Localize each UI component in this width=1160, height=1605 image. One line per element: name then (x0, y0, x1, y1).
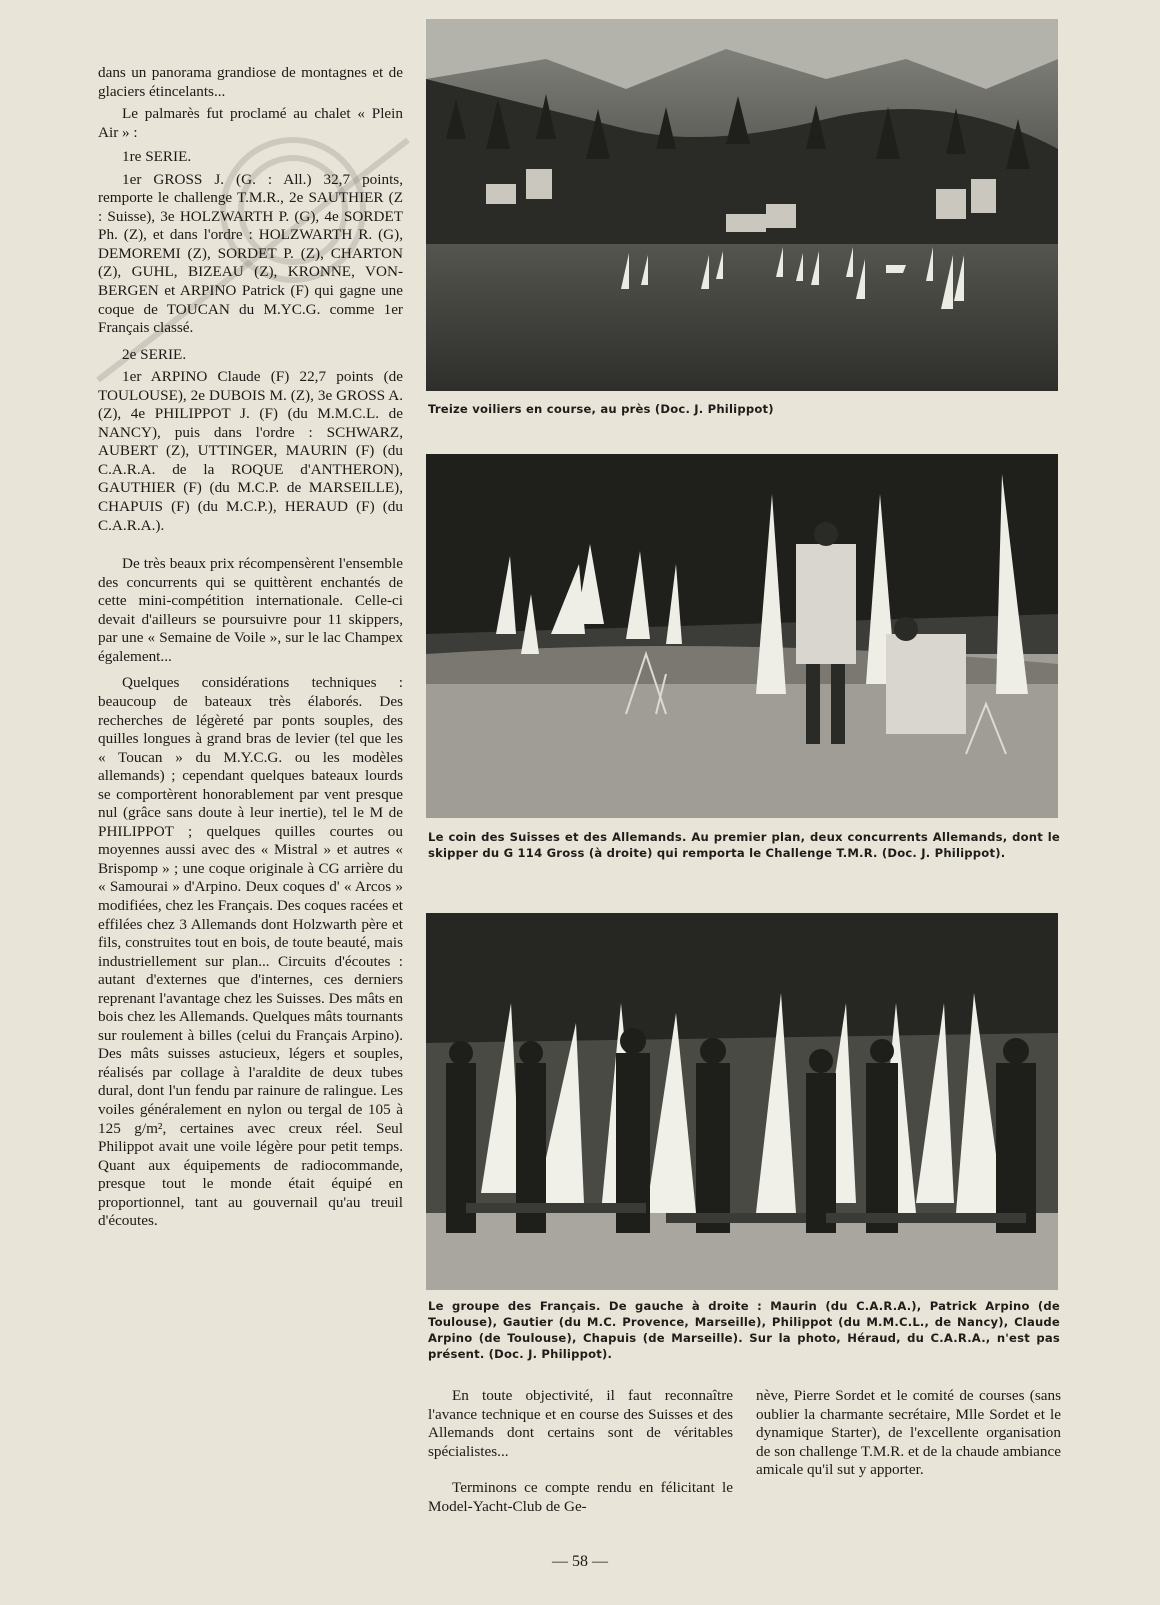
thanks-paragraph-end: nève, Pierre Sordet et le comité de courses (sans oublier la charmante secrétaire, Mlle Sordet et le dynamique Starter), de l'excellente organisation de son challenge T.M.R. et de la chaude ambiance amicale qu'il sut y apporter. (756, 1387, 1061, 1479)
conclusion-paragraph: En toute objectivité, il faut reconnaître l'avance technique et en course des Suisses et des Allemands dont certains sont de véritables spécialistes... (428, 1387, 733, 1460)
lake-race-image (426, 19, 1058, 391)
serie2-heading: 2e SERIE. (122, 345, 187, 363)
page-number: — 58 — (552, 1553, 608, 1570)
technique-paragraph: Quelques considérations techniques : beaucoup de bateaux très élaborés. Des recherches de légèreté par ponts souples, des quilles longues à grand bras de levier (tel que les « Toucan » du M.Y.C.G. ou les modèles allemands) ; cependant quelques bateaux lourds se comportèrent honorablement par vent presque nul (grâce sans doute à leur inertie), tel le M de PHILIPPOT ; quelques quilles courtes ou moyennes aussi avec des « Mistral » et autres « Brispomp » ; une coque originale à CG arrière du « Samourai » d'Arpino. Deux coques d' « Arcos » modifiées, chez les Français. Des coques racées et effilées chez 3 Allemands dont Holzwarth père et fils, construites tout en bois, de toute beauté, mais industriellement sur plan... Circuits d'écoutes : autant d'externes que d'internes, ces derniers reprenant l'avantage chez les Suisses. Des mâts en bois chez les Allemands. Quelques mâts tournants sur roulement à billes (celui du Français Arpino). Des mâts suisses astucieux, légers et souples, réalisés par collage à l'araldite de deux tubes dural, dont l'un fendu par rainure de ralingue. Les voiles généralement en nylon ou tergal de 105 à 125 g/m², certaines avec creux réel. Seul Philippot avait une voile légère pour petit temps. Quant aux équipements de radiocommande, presque tout le monde était équipé en proportionnel, tant au gouvernail qu'au treuil d'écoutes. (98, 674, 403, 1230)
photo-french-group (426, 913, 1058, 1290)
serie2-results: 1er ARPINO Claude (F) 22,7 points (de TOULOUSE), 2e DUBOIS M. (Z), 3e GROSS A. (Z), 4e PHILIPPOT J. (F) (du M.M.C.L. de NANCY), puis dans l'ordre : SCHWARZ, AUBERT (Z), UTTINGER, MAURIN (F) (du C.A.R.A. de la ROQUE d'ANTHERON), GAUTHIER (F) (du M.C.P. de MARSEILLE), CHAPUIS (F) (du M.C.P.), HERAUD (F) (du C.A.R.A.). (98, 368, 403, 534)
caption-photo-1: Treize voiliers en course, au près (Doc. J. Philippot) (428, 402, 774, 416)
french-group-image (426, 913, 1058, 1290)
prix-paragraph: De très beaux prix récompensèrent l'ensemble des concurrents qui se quittèrent enchantés de cette mini-compétition internationale. Celle-ci devait d'ailleurs se poursuivre pour 11 skippers, par une « Semaine de Voile », sur le lac Champex également... (98, 555, 403, 665)
photo-swiss-german-corner (426, 454, 1058, 818)
serie1-heading: 1re SERIE. (122, 148, 192, 166)
photo-lake-race (426, 19, 1058, 391)
left-column (98, 64, 403, 1231)
bottom-right-column (756, 1387, 1061, 1480)
serie1-results: 1er GROSS J. (G. : All.) 32,7 points, remporte le challenge T.M.R., 2e SAUTHIER (Z : Suisse), 3e HOLZWARTH P. (G), 4e SORDET Ph. (Z), et dans l'ordre : HOLZWARTH R. (G), DEMOREMI (Z), SORDET P. (Z), CHARTON (Z), GUHL, BIZEAU (Z), KRONNE, VON-BERGEN et ARPINO Patrick (F) qui gagne une coque de TOUCAN du M.YC.G. comme 1er Français classé. (98, 170, 403, 337)
thanks-paragraph-start: Terminons ce compte rendu en félicitant le Model-Yacht-Club de Ge- (428, 1479, 733, 1515)
intro-paragraph: dans un panorama grandiose de montagnes et de glaciers étincelants... (98, 64, 403, 100)
swiss-german-image (426, 454, 1058, 818)
caption-photo-2: Le coin des Suisses et des Allemands. Au premier plan, deux concurrents Allemands, dont le skipper du G 114 Gross (à droite) qui remporta le Challenge T.M.R. (Doc. J. Philippot). (428, 830, 1060, 860)
bottom-middle-column (428, 1387, 733, 1516)
palmares-paragraph: Le palmarès fut proclamé au chalet « Plein Air » : (98, 105, 403, 141)
caption-photo-3: Le groupe des Français. De gauche à droite : Maurin (du C.A.R.A.), Patrick Arpino (de Toulouse), Gautier (du M.C. Provence, Marseille), Philippot (du M.M.C.L., de Nancy), Claude Arpino (de Toulouse), Chapuis (de Marseille). Sur la photo, Héraud, du C.A.R.A., n'est pas présent. (Doc. J. Philippot). (428, 1299, 1060, 1361)
